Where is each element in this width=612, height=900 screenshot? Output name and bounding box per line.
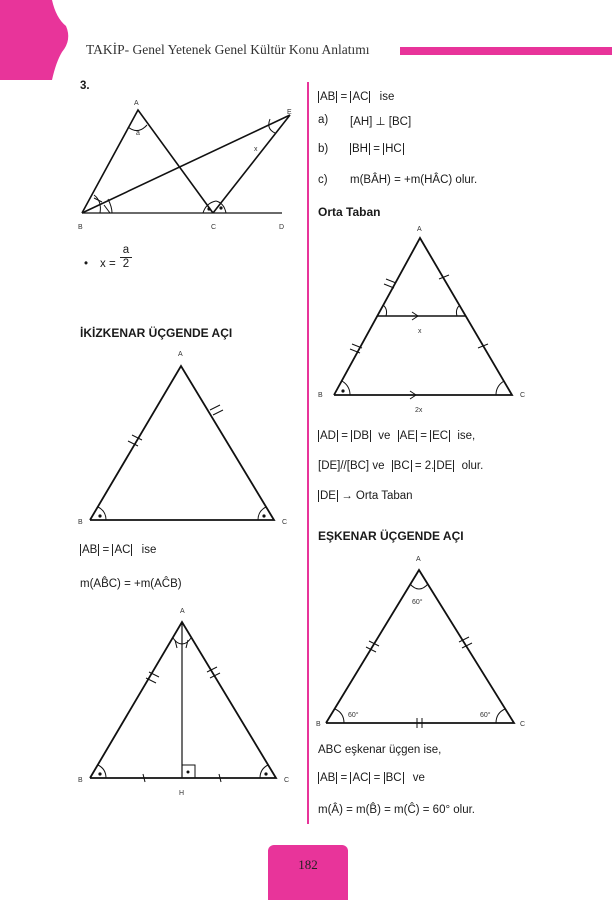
- item-b-hc: HC: [385, 143, 402, 155]
- section-isosceles-title: İKİZKENAR ÜÇGENDE AÇI: [80, 326, 233, 340]
- eq-sign-1: =: [340, 772, 348, 784]
- iso-ab: AB: [82, 544, 98, 556]
- figure-exterior-bisector: [70, 95, 300, 240]
- mid-olur: olur.: [461, 460, 484, 472]
- iso-equality: [80, 544, 156, 556]
- corner-tab-decoration: [0, 0, 80, 80]
- fig5-label-b: B: [316, 721, 321, 728]
- fig2-label-c: C: [282, 519, 288, 526]
- fig3-label-b: B: [78, 777, 83, 784]
- item-b-bh: BH: [352, 143, 368, 155]
- fig5-angle-right: 60°: [480, 712, 491, 719]
- fig2-label-b: B: [78, 519, 83, 526]
- fig1-label-c: C: [211, 224, 217, 231]
- mid-rhs: = 2.: [414, 460, 435, 472]
- header-title: TAKİP- Genel Yetenek Genel Kültür Konu Anlatımı: [86, 42, 370, 57]
- eq-ac: AC: [352, 772, 369, 784]
- fig5-angle-left: 60°: [348, 712, 359, 719]
- equilateral-angle-equality: m(Â) = m(B̂) = m(Ĉ) = 60° olur.: [318, 804, 476, 816]
- result-denominator: 2: [120, 257, 132, 270]
- fig3-label-h: H: [179, 790, 185, 797]
- fig4-label-c: C: [520, 392, 526, 399]
- figure-midbase-triangle: [314, 220, 534, 420]
- fig4-label-x: x: [418, 328, 422, 335]
- mid-ise: ise,: [457, 430, 476, 442]
- mid-ec: EC: [432, 430, 449, 442]
- cond-eq-sign: =: [340, 91, 348, 103]
- midbase-equality-3: [318, 490, 413, 502]
- cond-ab: AB: [320, 91, 336, 103]
- cond-ise: ise: [379, 91, 395, 103]
- eq-bc: BC: [385, 772, 402, 784]
- section-midbase-title: Orta Taban: [318, 205, 381, 219]
- mid-de-2: DE: [320, 490, 336, 502]
- fig5-angle-top: 60°: [412, 599, 423, 606]
- mid-de-parallel: [DE]//[BC] ve: [318, 460, 385, 472]
- fig3-label-c: C: [284, 777, 290, 784]
- equilateral-statement: ABC eşkenar üçgen ise,: [318, 744, 442, 756]
- iso-angle-equality: m(AB̂C) = +m(AĈB): [80, 578, 182, 590]
- item-b-text: [350, 143, 404, 155]
- section-equilateral-title: EŞKENAR ÜÇGENDE AÇI: [318, 529, 464, 543]
- midbase-equality-2: [318, 460, 483, 472]
- cond-ac: AC: [352, 91, 369, 103]
- fig5-label-a: A: [416, 556, 421, 563]
- eq-ve: ve: [412, 772, 425, 784]
- cond-equality: [318, 91, 394, 103]
- fig2-label-a: A: [178, 351, 183, 358]
- item-b-eq: =: [373, 143, 380, 155]
- item-b-label: b): [318, 143, 329, 155]
- mid-eq2: =: [420, 430, 427, 442]
- item-c-text: m(BÂH) = +m(HÂC) olur.: [350, 174, 478, 186]
- result-fraction: [120, 244, 132, 270]
- mid-bc: BC: [393, 460, 410, 472]
- mid-db: DB: [353, 430, 370, 442]
- result-bullet: •: [84, 258, 89, 270]
- fig5-label-c: C: [520, 721, 526, 728]
- mid-ve: ve: [378, 430, 391, 442]
- mid-arrow-text: → Orta Taban: [341, 490, 413, 502]
- fig4-label-a: A: [417, 226, 422, 233]
- mid-de: DE: [436, 460, 453, 472]
- fig3-label-a: A: [180, 608, 185, 615]
- item-c-label: c): [318, 174, 328, 186]
- eq-ab: AB: [320, 772, 336, 784]
- iso-ac: AC: [114, 544, 131, 556]
- figure-equilateral-triangle: [314, 548, 534, 738]
- fig1-angle-a: a: [136, 130, 140, 137]
- result-lhs: x =: [100, 258, 116, 270]
- figure-isosceles-altitude: [76, 602, 296, 802]
- result-numerator: a: [122, 244, 130, 256]
- item-a-text: [AH] ⊥ [BC]: [350, 116, 412, 128]
- header-accent-bar: [400, 47, 612, 55]
- fig1-label-a: A: [134, 100, 139, 107]
- figure-isosceles-triangle: [76, 346, 296, 536]
- fig1-label-d: D: [279, 224, 285, 231]
- fig4-label-2x: 2x: [415, 407, 423, 414]
- equilateral-side-equality: [318, 772, 425, 784]
- midbase-equality-1: [318, 430, 475, 442]
- iso-ise: ise: [141, 544, 157, 556]
- column-divider: [307, 82, 309, 824]
- fig1-label-b: B: [78, 224, 83, 231]
- fig1-angle-x: x: [254, 146, 258, 153]
- page-number: 182: [298, 857, 318, 872]
- fig1-label-e: E: [287, 109, 292, 116]
- mid-eq1: =: [341, 430, 348, 442]
- iso-eq-sign: =: [102, 544, 110, 556]
- mid-ae: AE: [399, 430, 415, 442]
- item-a-label: a): [318, 114, 329, 126]
- mid-ad: AD: [320, 430, 336, 442]
- fig4-label-b: B: [318, 392, 323, 399]
- eq-sign-2: =: [373, 772, 381, 784]
- problem-number: 3.: [80, 80, 90, 92]
